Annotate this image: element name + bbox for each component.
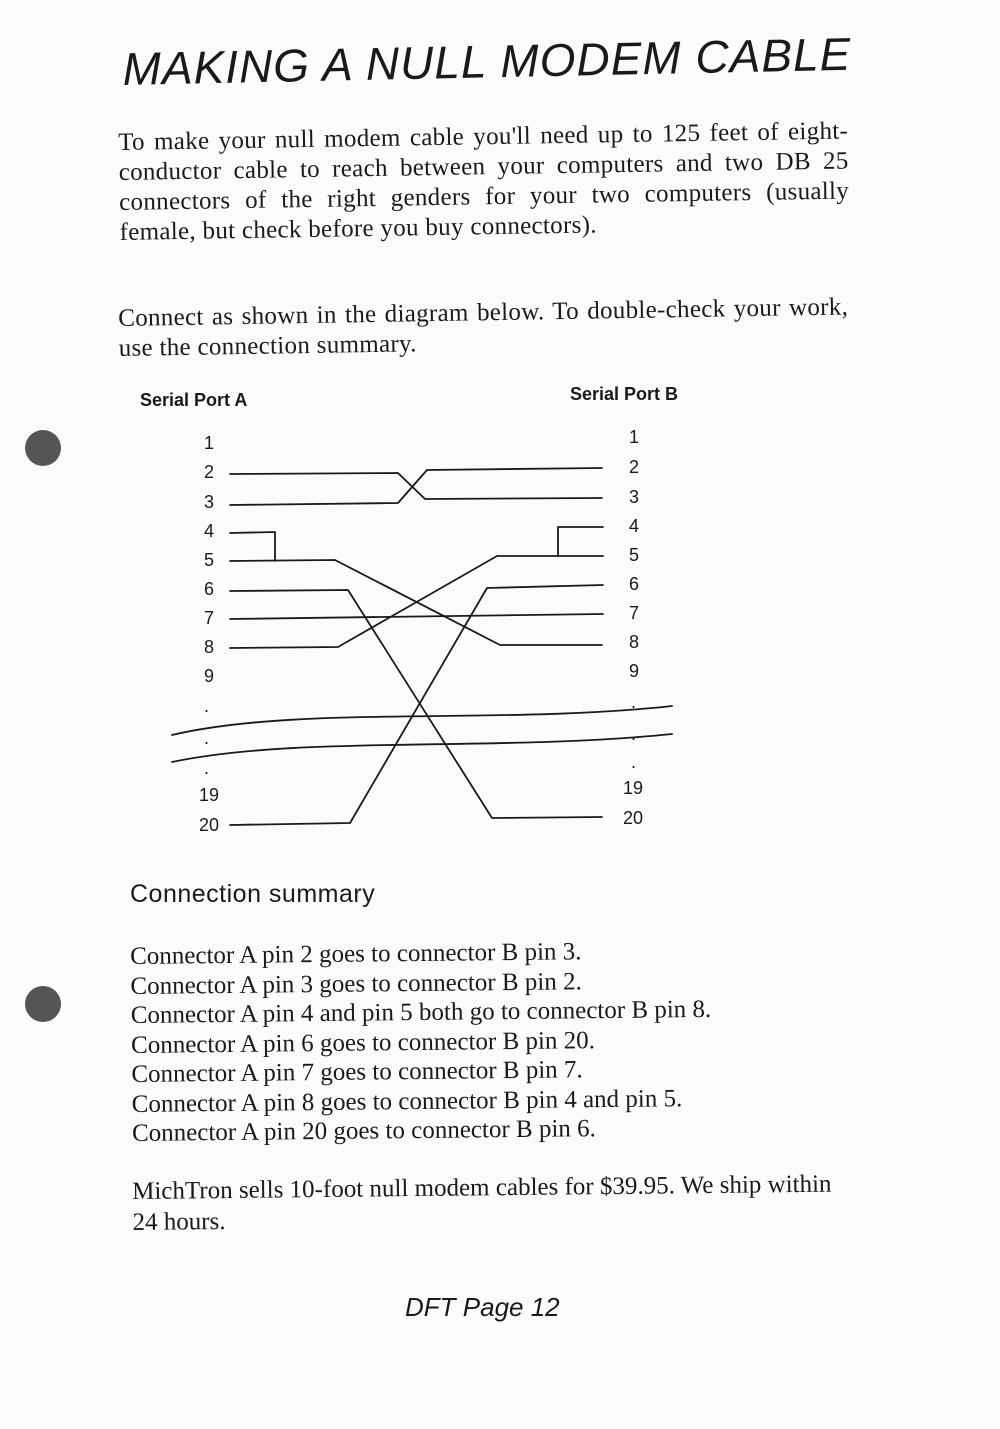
summary-line: Connector A pin 20 goes to connector B pin 6. — [131, 1115, 596, 1147]
wire-a8-to-b5 — [230, 556, 603, 648]
port-b-ellipsis-dot: . — [631, 752, 637, 772]
page-title: MAKING A NULL MODEM CABLE — [122, 27, 852, 95]
serial-port-b-label: Serial Port B — [570, 384, 679, 404]
summary-line: Connector A pin 6 goes to connector B pin 20. — [130, 1026, 596, 1059]
connection-summary-heading: Connection summary — [130, 880, 376, 908]
cable-break-line — [172, 706, 672, 735]
port-a-pin-9: 9 — [204, 666, 215, 686]
closing-paragraph: MichTron sells 10-foot null modem cables for $39.95. We ship within 24 hours. — [132, 1170, 832, 1236]
serial-port-a-label: Serial Port A — [140, 390, 248, 410]
port-a-pin-1: 1 — [204, 433, 215, 453]
connection-summary-list — [130, 936, 713, 1149]
cable-break-line — [172, 734, 672, 762]
port-b-pin-9: 9 — [629, 661, 640, 681]
port-a-pin-8: 8 — [204, 637, 215, 657]
port-b-pin-5: 5 — [629, 545, 640, 565]
port-b-pin-3: 3 — [629, 487, 640, 507]
port-b-pin-19: 19 — [623, 778, 644, 798]
summary-line: Connector A pin 8 goes to connector B pin 4 and pin 5. — [131, 1084, 683, 1118]
wire-a2-to-b3 — [230, 473, 602, 499]
summary-line: Connector A pin 2 goes to connector B pin 3. — [130, 938, 582, 970]
intro-paragraph-materials: To make your null modem cable you'll need up to 125 feet of eight-conductor cable to reach between your computers and two DB 25 connectors of the right genders for your two computers (usually female, but check before you buy connectors). — [118, 117, 850, 246]
wire-a20-to-b6 — [230, 585, 603, 825]
port-a-pin-20: 20 — [199, 815, 220, 835]
port-b-ellipsis-dot: . — [631, 724, 637, 744]
port-b-pin-20: 20 — [623, 808, 644, 828]
summary-line: Connector A pin 7 goes to connector B pin 7. — [131, 1056, 583, 1088]
port-a-pin-7: 7 — [204, 608, 215, 628]
port-b-pin-1: 1 — [629, 427, 640, 447]
port-a-ellipsis-dot: . — [204, 728, 210, 748]
page-number-footer: DFT Page 12 — [405, 1292, 560, 1322]
port-a-pin-2: 2 — [204, 462, 215, 482]
summary-line: Connector A pin 4 and pin 5 both go to connector B pin 8. — [130, 995, 712, 1029]
port-b-pin-7: 7 — [629, 603, 640, 623]
port-b-pin-6: 6 — [629, 574, 640, 594]
port-a-pin-19: 19 — [199, 785, 220, 805]
summary-line: Connector A pin 3 goes to connector B pin 2. — [130, 967, 582, 1000]
port-b-pin-4: 4 — [629, 516, 640, 536]
wire-b4-b5-loop — [558, 527, 603, 556]
port-a-ellipsis-dot: . — [204, 696, 210, 716]
wire-a6-to-b20 — [230, 590, 602, 818]
port-b-pin-2: 2 — [629, 457, 640, 477]
port-a-pin-6: 6 — [204, 579, 215, 599]
wire-a7-to-b7 — [230, 614, 603, 619]
port-a-pin-4: 4 — [204, 521, 215, 541]
intro-paragraph-instructions: Connect as shown in the diagram below. To double-check your work, use the connection summary. — [118, 293, 849, 362]
port-b-ellipsis-dot: . — [631, 692, 637, 712]
port-a-pin-5: 5 — [204, 550, 215, 570]
port-b-pin-8: 8 — [629, 632, 640, 652]
port-a-ellipsis-dot: . — [204, 758, 210, 778]
wire-a4-a5-loop — [230, 532, 275, 561]
port-a-pin-3: 3 — [204, 492, 215, 512]
